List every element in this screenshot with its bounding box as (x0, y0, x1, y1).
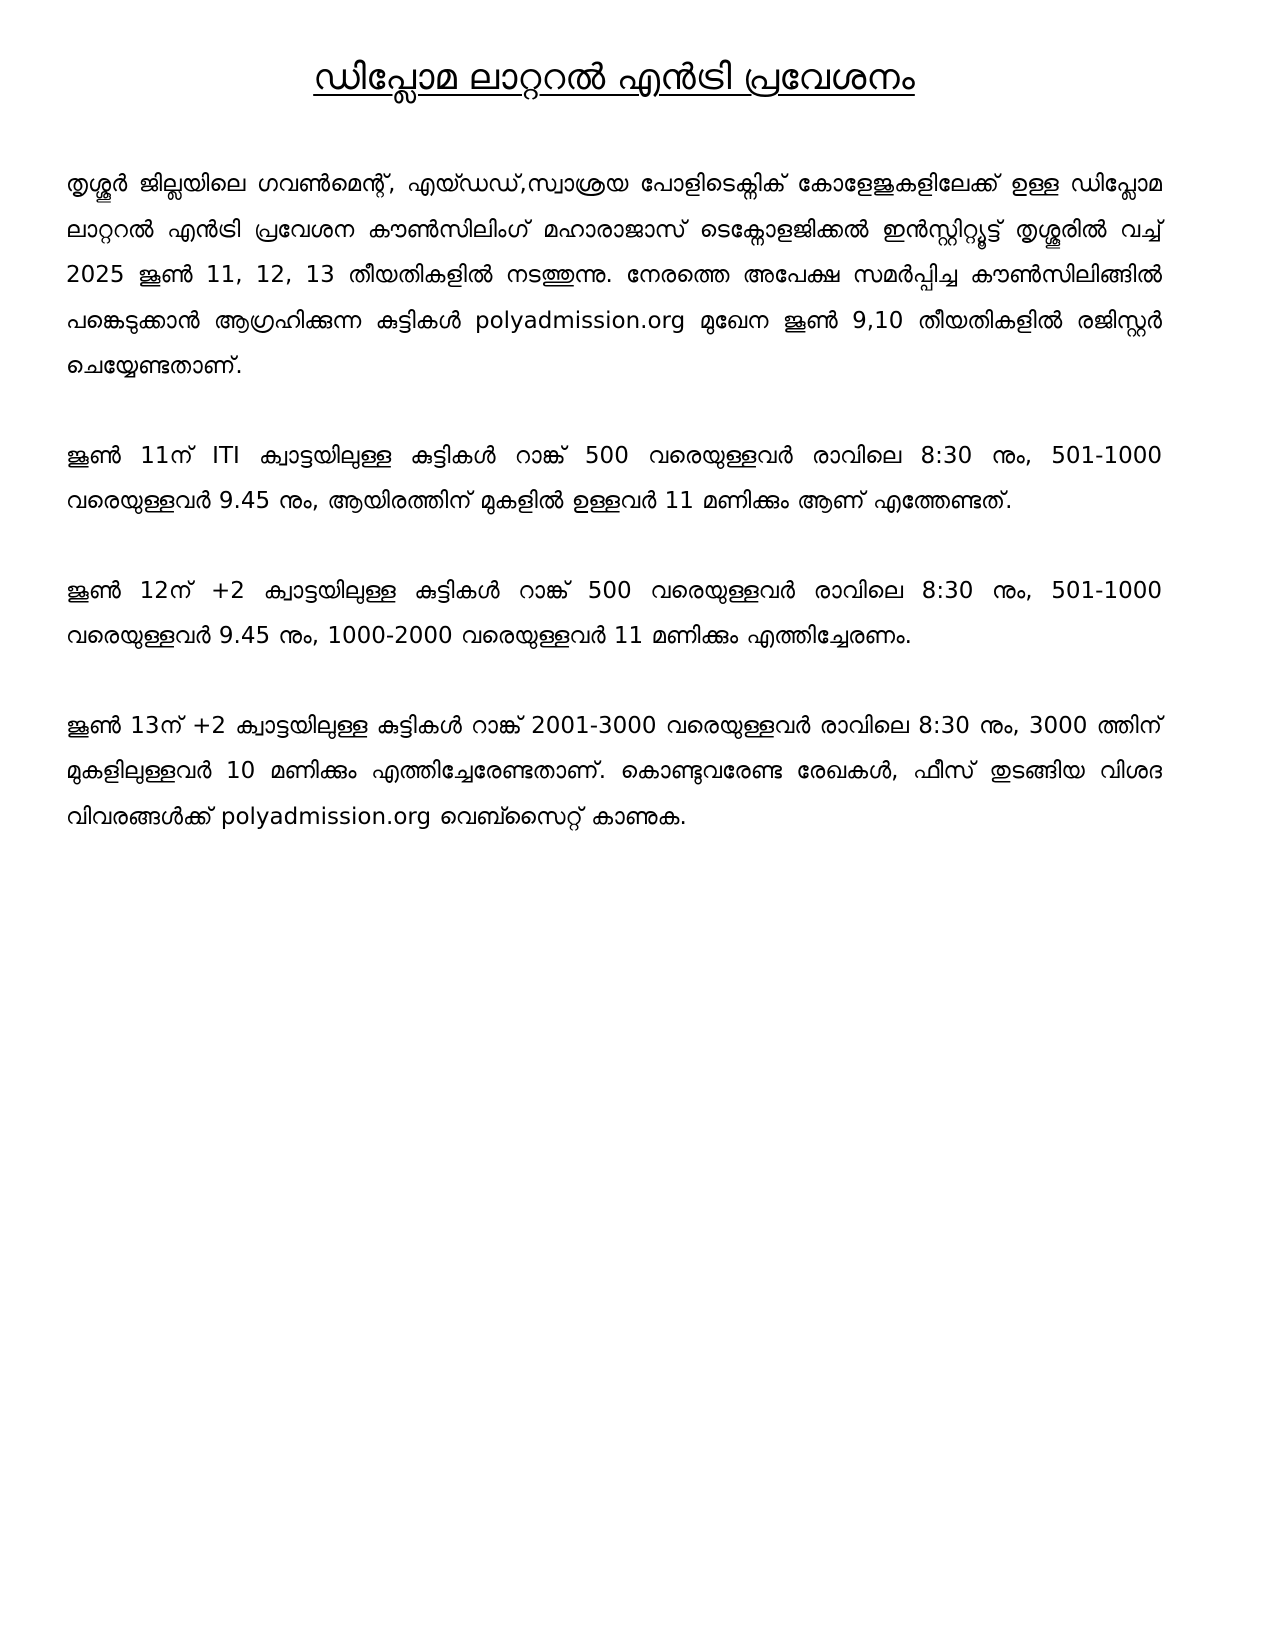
paragraph-june-12-schedule: ജൂൺ 12ന് +2 ക്വാട്ടയിലുള്ള കുട്ടികൾ റാങ്ക് 500 വരെയുള്ളവർ രാവിലെ 8:30 നും, 501-1000 വരെയുള്ളവർ 9.45 നും, 1000-2000 വരെയുള്ളവർ 11 മണിക്കും എത്തിച്ചേരണം. (66, 577, 1162, 649)
paragraph-june-13-schedule: ജൂൺ 13ന് +2 ക്വാട്ടയിലുള്ള കുട്ടികൾ റാങ്ക് 2001-3000 വരെയുള്ളവർ രാവിലെ 8:30 നും, 3000 ത്തിന് മുകളിലുള്ളവർ 10 മണിക്കും എത്തിച്ചേരേണ്ടതാണ്. കൊണ്ടുവരേണ്ട രേഖകൾ, ഫീസ് തുടങ്ങിയ വിശദ വിവരങ്ങൾക്ക് polyadmission.org വെബ്സൈറ്റ് കാണുക. (66, 712, 1162, 830)
document-page (66, 52, 1162, 884)
paragraph-counselling-intro: തൃശ്ശൂർ ജില്ലയിലെ ഗവൺമെന്റ്, എയ്ഡഡ്,സ്വാശ്രയ പോളിടെക്നിക് കോളേജുകളിലേക്ക് ഉള്ള ഡിപ്ലോമ ലാറ്ററൽ എൻട്രി പ്രവേശന കൗൺസിലിംഗ് മഹാരാജാസ് ടെക്നോളജിക്കൽ ഇൻസ്റ്റിറ്റ്യൂട്ട് തൃശ്ശൂരിൽ വച്ച് 2025 ജൂൺ 11, 12, 13 തീയതികളിൽ നടത്തുന്നു. നേരത്തെ അപേക്ഷ സമർപ്പിച്ച കൗൺസിലിങ്ങിൽ പങ്കെടുക്കാൻ ആഗ്രഹിക്കുന്ന കുട്ടികൾ polyadmission.org മുഖേന ജൂൺ 9,10 തീയതികളിൽ രജിസ്റ്റർ ചെയ്യേണ്ടതാണ്. (66, 171, 1162, 379)
document-title: ഡിപ്ലോമ ലാറ്ററൽ എൻട്രി പ്രവേശനം (313, 57, 915, 98)
paragraph-june-11-schedule: ജൂൺ 11ന് ITI ക്വാട്ടയിലുള്ള കുട്ടികൾ റാങ്ക് 500 വരെയുള്ളവർ രാവിലെ 8:30 നും, 501-1000 വരെയുള്ളവർ 9.45 നും, ആയിരത്തിന് മുകളിൽ ഉള്ളവർ 11 മണിക്കും ആണ് എത്തേണ്ടത്. (66, 442, 1162, 514)
